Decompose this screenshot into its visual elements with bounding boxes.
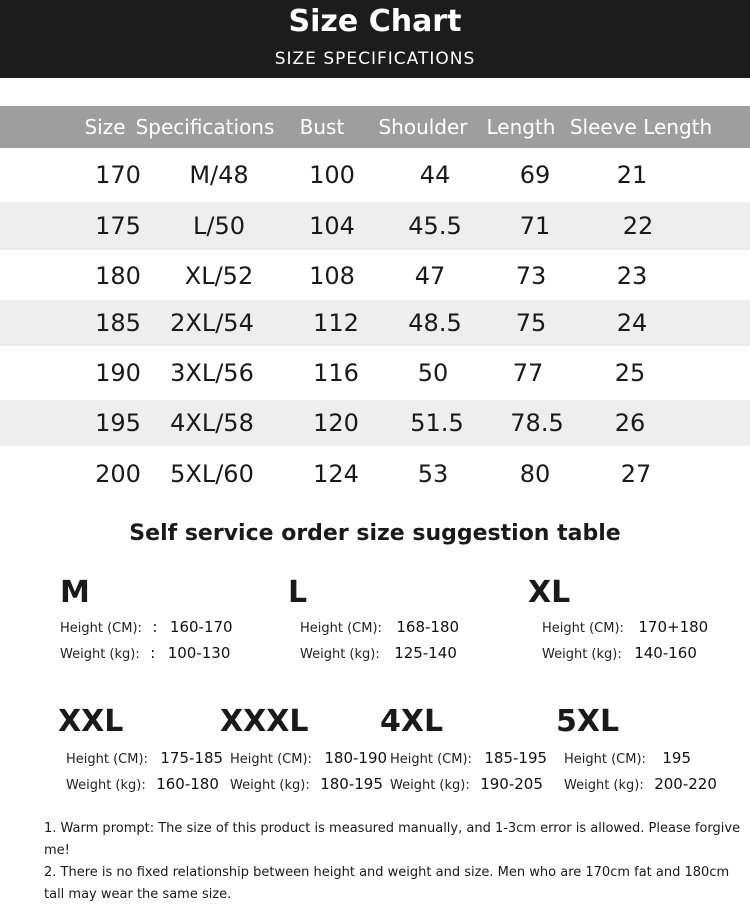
weight-value: 100-130: [167, 644, 231, 662]
weight-line: [556, 772, 717, 798]
height-line: [288, 615, 459, 641]
cell-shoulder: 45.5: [408, 212, 462, 240]
height-value: 195: [662, 749, 692, 767]
weight-line: [288, 641, 459, 667]
page-subtitle: SIZE SPECIFICATIONS: [274, 49, 476, 69]
cell-sleeve-length: 21: [616, 161, 648, 189]
cell-sleeve-length: 23: [616, 262, 648, 290]
cell-specifications: 2XL/54: [170, 309, 254, 337]
weight-line: [528, 641, 708, 667]
header-banner: [0, 0, 750, 78]
table-row: [0, 300, 750, 346]
cell-shoulder: 48.5: [408, 309, 462, 337]
height-value: 185-195: [484, 749, 548, 767]
table-row: [0, 448, 750, 500]
cell-specifications: XL/52: [184, 262, 254, 290]
cell-bust: 112: [313, 309, 359, 337]
cell-length: 71: [519, 212, 551, 240]
weight-label: Weight (kg):: [542, 647, 622, 662]
cell-bust: 104: [309, 212, 355, 240]
height-value: 175-185: [160, 749, 224, 767]
cell-bust: 120: [313, 409, 359, 437]
cell-sleeve-length: 24: [616, 309, 648, 337]
note-2: 2. There is no fixed relationship between height and weight and size. Men who are 170cm fat and 180cm tall may wear the same size.: [44, 865, 730, 902]
cell-size: 185: [95, 309, 141, 337]
height-label: Height (CM):: [564, 752, 646, 767]
height-value: 170+180: [638, 618, 709, 636]
cell-size: 195: [95, 409, 141, 437]
weight-label: Weight (kg):: [300, 647, 380, 662]
cell-length: 69: [519, 161, 551, 189]
cell-length: 75: [515, 309, 547, 337]
weight-value: 140-160: [634, 644, 697, 662]
size-label: XXL: [58, 704, 124, 739]
height-line: [556, 746, 717, 772]
cell-shoulder: 50: [417, 359, 449, 387]
size-label: XL: [528, 575, 571, 610]
size-card-m: [60, 575, 233, 667]
cell-shoulder: 53: [417, 460, 449, 488]
size-label: L: [288, 575, 308, 610]
cell-shoulder: 51.5: [410, 409, 464, 437]
cell-sleeve-length: 27: [620, 460, 652, 488]
size-card-l: [288, 575, 459, 667]
weight-line: [58, 772, 223, 798]
weight-value: 190-205: [480, 775, 543, 793]
height-value: 180-190: [324, 749, 388, 767]
weight-line: [380, 772, 547, 798]
cell-length: 73: [515, 262, 547, 290]
height-label: Height (CM):: [300, 621, 382, 636]
weight-value: 200-220: [654, 775, 717, 793]
column-header-specifications: Specifications: [135, 115, 275, 139]
suggestion-title: Self service order size suggestion table: [129, 521, 621, 546]
height-line: [380, 746, 547, 772]
table-row: [0, 400, 750, 446]
height-label: Height (CM):: [542, 621, 624, 636]
weight-line: [60, 641, 233, 667]
height-line: [60, 615, 233, 641]
height-value: 168-180: [396, 618, 460, 636]
weight-label: Weight (kg):: [60, 647, 140, 662]
cell-length: 80: [519, 460, 551, 488]
weight-label: Weight (kg):: [390, 778, 470, 793]
cell-length: 77: [512, 359, 544, 387]
cell-specifications: 3XL/56: [170, 359, 254, 387]
table-row: [0, 150, 750, 200]
size-card-xxxl: [220, 704, 387, 798]
weight-label: Weight (kg):: [564, 778, 644, 793]
weight-line: [220, 772, 387, 798]
size-label: XXXL: [220, 704, 309, 739]
cell-size: 190: [95, 359, 141, 387]
notes: [44, 818, 744, 906]
table-header: [0, 106, 750, 148]
table-row: [0, 348, 750, 398]
cell-sleeve-length: 26: [614, 409, 646, 437]
cell-specifications: 4XL/58: [170, 409, 254, 437]
note-1: 1. Warm prompt: The size of this product is measured manually, and 1-3cm error is allowed. Please forgive me!: [44, 821, 741, 858]
size-card-xl: [528, 575, 708, 667]
cell-bust: 100: [309, 161, 355, 189]
size-card-xxl: [58, 704, 223, 798]
cell-length: 78.5: [510, 409, 564, 437]
weight-value: 160-180: [156, 775, 219, 793]
cell-size: 170: [95, 161, 141, 189]
cell-specifications: M/48: [189, 161, 249, 189]
cell-size: 175: [95, 212, 141, 240]
cell-bust: 124: [313, 460, 359, 488]
cell-bust: 116: [313, 359, 359, 387]
height-label: Height (CM):: [60, 621, 142, 636]
height-label: Height (CM):: [66, 752, 148, 767]
cell-bust: 108: [309, 262, 355, 290]
height-line: [220, 746, 387, 772]
column-header-shoulder: Shoulder: [378, 115, 468, 139]
cell-sleeve-length: 25: [614, 359, 646, 387]
cell-specifications: 5XL/60: [170, 460, 254, 488]
cell-size: 180: [95, 262, 141, 290]
weight-separator: :: [150, 644, 156, 662]
cell-sleeve-length: 22: [622, 212, 654, 240]
height-separator: :: [152, 618, 158, 636]
cell-shoulder: 44: [419, 161, 451, 189]
size-card-4xl: [380, 704, 547, 798]
size-label: M: [60, 575, 90, 610]
weight-value: 180-195: [320, 775, 383, 793]
column-header-bust: Bust: [299, 115, 345, 139]
size-label: 5XL: [556, 704, 620, 739]
height-line: [58, 746, 223, 772]
table-row: [0, 252, 750, 300]
column-header-size: Size: [84, 115, 126, 139]
weight-label: Weight (kg):: [66, 778, 146, 793]
height-value: 160-170: [169, 618, 233, 636]
cell-size: 200: [95, 460, 141, 488]
height-line: [528, 615, 708, 641]
cell-specifications: L/50: [193, 212, 245, 240]
cell-shoulder: 47: [414, 262, 446, 290]
column-header-length: Length: [486, 115, 556, 139]
size-label: 4XL: [380, 704, 444, 739]
size-card-5xl: [556, 704, 717, 798]
weight-label: Weight (kg):: [230, 778, 310, 793]
page-title: Size Chart: [288, 4, 462, 39]
weight-value: 125-140: [394, 644, 457, 662]
column-header-sleeve-length: Sleeve Length: [569, 115, 713, 139]
table-row: [0, 202, 750, 250]
height-label: Height (CM):: [230, 752, 312, 767]
height-label: Height (CM):: [390, 752, 472, 767]
